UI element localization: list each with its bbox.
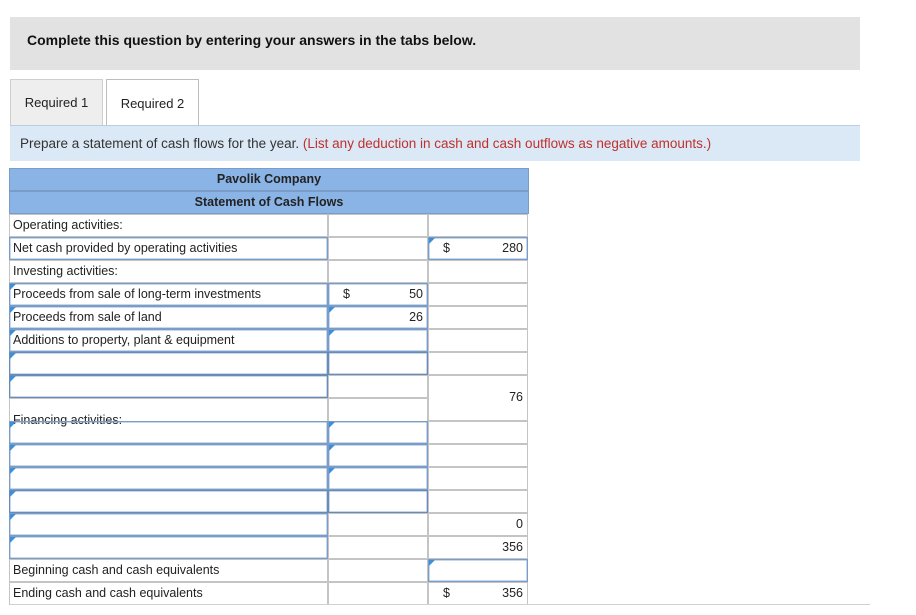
dollar-sign: $ [443,241,450,255]
proceeds-land-label[interactable] [9,306,328,329]
dollar-sign: $ [343,287,350,301]
instructions-banner [10,17,860,70]
proceeds-investments-row [9,283,529,306]
dropdown-marker-icon [329,307,335,313]
empty-cell [328,260,428,283]
net-change-total: 356 [502,540,523,554]
additions-ppe-label[interactable] [9,329,328,352]
empty-cell [328,536,428,559]
empty-cell [328,513,428,536]
financing-4-amount-input[interactable] [328,490,428,513]
dropdown-marker-icon [10,468,16,474]
financing-2-label-input[interactable] [9,444,328,467]
proceeds-investments-label[interactable] [9,283,328,306]
additions-ppe-text: Additions to property, plant & equipment [13,333,235,347]
dropdown-marker-icon [10,537,16,543]
financing-total: 0 [516,517,523,531]
ending-cash-row [9,582,529,605]
proceeds-land-amount: 26 [409,310,423,324]
empty-cell [328,582,428,605]
empty-cell [428,260,528,283]
proceeds-land-row [9,306,529,329]
dropdown-marker-icon [329,468,335,474]
financing-4-row [9,490,529,513]
empty-cell [428,283,528,306]
empty-cell [328,559,428,582]
tab-required-1[interactable]: Required 1 [10,79,103,125]
beginning-cash-input[interactable] [428,559,528,582]
net-change-label-input[interactable] [9,536,328,559]
net-change-row [9,536,529,559]
dropdown-marker-icon [10,353,16,359]
dropdown-marker-icon [429,238,435,244]
tab-required-2[interactable]: Required 2 [106,79,199,126]
statement-title: Statement of Cash Flows [9,191,529,214]
instruction-note: (List any deduction in cash and cash outflows as negative amounts.) [302,136,712,151]
dropdown-marker-icon [10,422,16,428]
banner-text: Complete this question by entering your answers in the tabs below. [27,32,477,48]
dropdown-marker-icon [10,491,16,497]
net-cash-operating-label[interactable]: Net cash provided by operating activities [9,237,328,260]
financing-total-label-input[interactable] [9,513,328,536]
financing-2-row [9,444,529,467]
financing-total-cell [428,513,528,536]
empty-cell [328,375,428,398]
dropdown-marker-icon [10,330,16,336]
financing-total-row [9,513,529,536]
empty-cell [428,352,528,375]
ending-cash-total: 356 [502,586,523,600]
additions-ppe-row [9,329,529,352]
proceeds-investments-amount-input[interactable] [328,283,428,306]
empty-cell [428,306,528,329]
footer-divider [10,604,870,605]
dropdown-marker-icon [10,376,16,382]
empty-cell [428,467,528,490]
investing-header-row [9,260,529,283]
empty-cell [428,444,528,467]
dropdown-marker-icon [329,330,335,336]
net-cash-operating-total: 280 [502,241,523,255]
proceeds-land-text: Proceeds from sale of land [13,310,162,324]
financing-1-row [9,421,529,444]
net-cash-operating-total-input[interactable] [428,237,528,260]
proceeds-investments-amount: 50 [409,287,423,301]
dropdown-marker-icon [10,445,16,451]
proceeds-investments-text: Proceeds from sale of long-term investments [13,287,262,301]
beginning-cash-row [9,559,529,582]
empty-cell [428,214,528,237]
empty-cell [328,214,428,237]
investing-blank-row [9,352,529,375]
empty-cell [428,490,528,513]
investing-blank-amount-input[interactable] [328,352,428,375]
empty-cell [428,329,528,352]
dropdown-marker-icon [10,284,16,290]
investing-total-label-input[interactable] [9,375,328,398]
investing-blank-label-input[interactable] [9,352,328,375]
instruction-text: Prepare a statement of cash flows for the year. [20,136,300,151]
net-cash-operating-row [9,237,529,260]
investing-header: Investing activities: [9,260,328,283]
financing-3-amount-input[interactable] [328,467,428,490]
dropdown-marker-icon [329,422,335,428]
beginning-cash-label: Beginning cash and cash equivalents [9,559,328,582]
dropdown-marker-icon [10,514,16,520]
additions-ppe-amount-input[interactable] [328,329,428,352]
financing-3-label-input[interactable] [9,467,328,490]
dropdown-marker-icon [10,307,16,313]
company-name: Pavolik Company [9,168,529,191]
financing-1-label-input[interactable] [9,421,328,444]
investing-total-row [9,375,529,404]
ending-cash-cell [428,582,528,605]
operating-header-row [9,214,529,237]
dollar-sign: $ [443,586,450,600]
operating-header: Operating activities: [9,214,328,237]
instruction-bar [10,126,860,161]
dropdown-marker-icon [329,445,335,451]
financing-4-label-input[interactable] [9,490,328,513]
dropdown-marker-icon [429,560,435,566]
financing-3-row [9,467,529,490]
proceeds-land-amount-input[interactable] [328,306,428,329]
financing-header: Financing activities: [13,413,123,427]
empty-cell [328,237,428,260]
net-change-cell [428,536,528,559]
investing-total: 76 [509,390,523,404]
financing-1-amount-input[interactable] [328,421,428,444]
financing-2-amount-input[interactable] [328,444,428,467]
ending-cash-label: Ending cash and cash equivalents [9,582,328,605]
